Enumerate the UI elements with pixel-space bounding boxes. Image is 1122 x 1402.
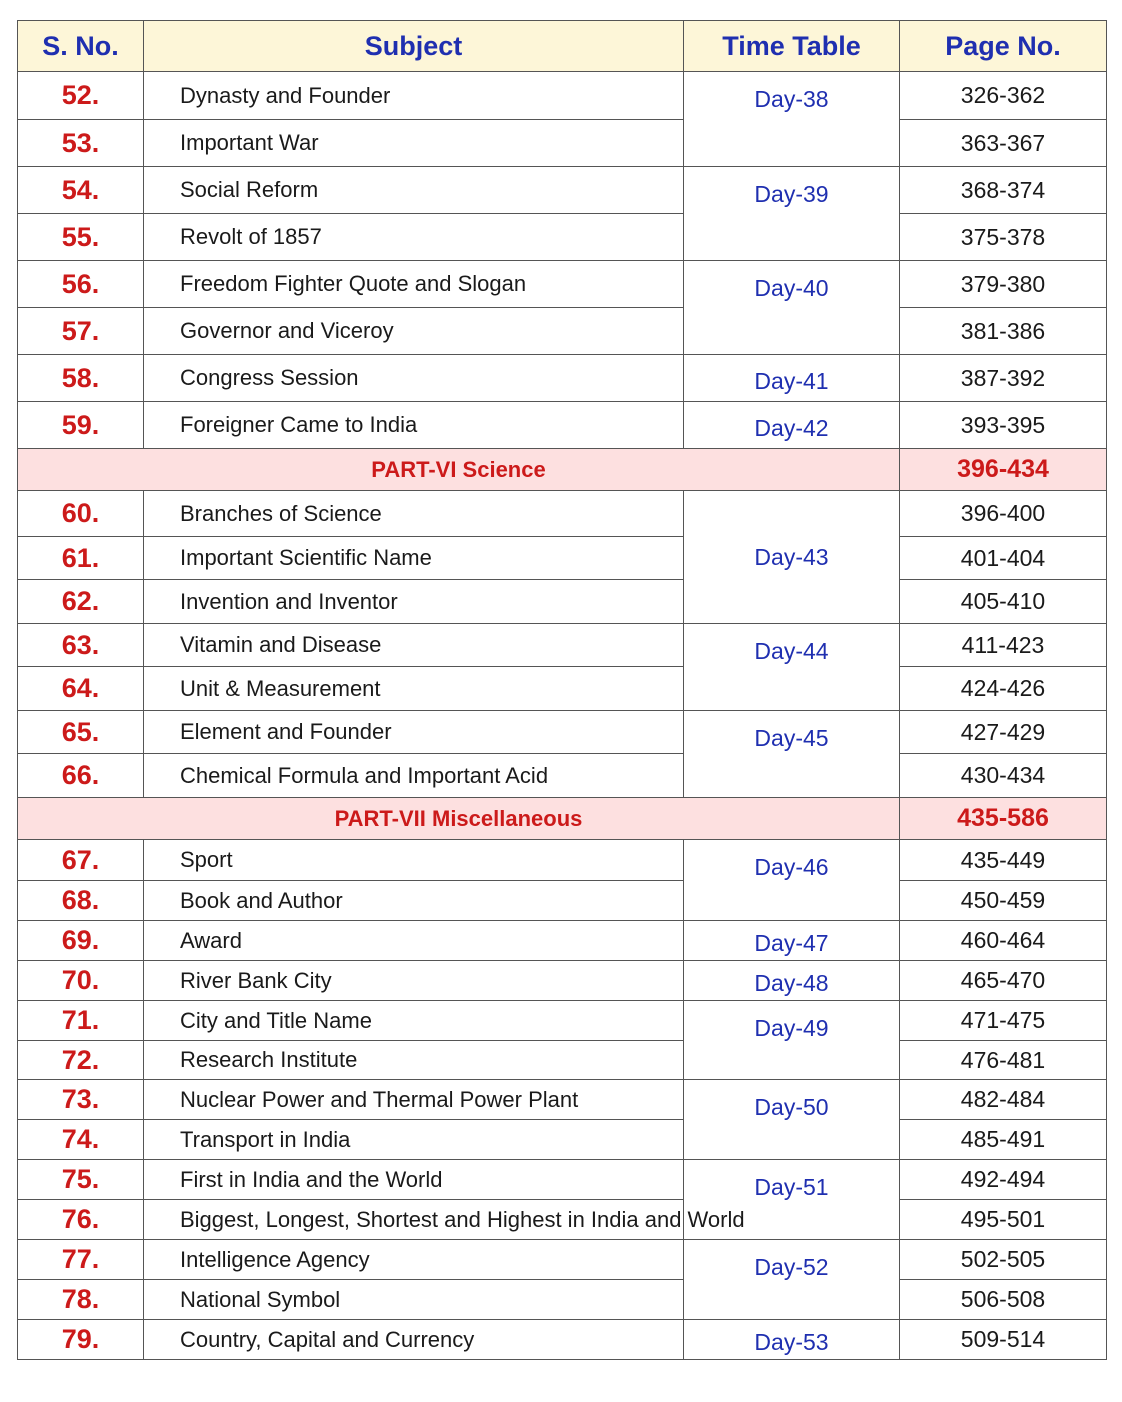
serial-number: 63. bbox=[18, 624, 144, 667]
subject-cell: Book and Author bbox=[144, 881, 684, 921]
page-range: 424-426 bbox=[900, 667, 1107, 711]
table-row bbox=[18, 961, 1107, 1001]
subject-cell: Intelligence Agency bbox=[144, 1240, 684, 1280]
subject-cell: Freedom Fighter Quote and Slogan bbox=[144, 261, 684, 308]
table-header-row bbox=[18, 21, 1107, 72]
serial-number: 71. bbox=[18, 1001, 144, 1041]
page-range: 506-508 bbox=[900, 1280, 1107, 1320]
part-title: PART-VI Science bbox=[18, 449, 900, 491]
page-range: 460-464 bbox=[900, 921, 1107, 961]
serial-number: 64. bbox=[18, 667, 144, 711]
page-range: 363-367 bbox=[900, 120, 1107, 167]
subject-cell: National Symbol bbox=[144, 1280, 684, 1320]
time-table-day: Day-53 bbox=[684, 1320, 900, 1360]
page-range: 381-386 bbox=[900, 308, 1107, 355]
table-row bbox=[18, 120, 1107, 167]
subject-cell: Important Scientific Name bbox=[144, 537, 684, 580]
time-table-day: Day-46 bbox=[684, 840, 900, 921]
table-row bbox=[18, 921, 1107, 961]
table-row bbox=[18, 261, 1107, 308]
serial-number: 78. bbox=[18, 1280, 144, 1320]
serial-number: 76. bbox=[18, 1200, 144, 1240]
table-row bbox=[18, 711, 1107, 754]
page-range: 495-501 bbox=[900, 1200, 1107, 1240]
subject-cell: Unit & Measurement bbox=[144, 667, 684, 711]
serial-number: 58. bbox=[18, 355, 144, 402]
table-row bbox=[18, 580, 1107, 624]
table-row bbox=[18, 537, 1107, 580]
serial-number: 65. bbox=[18, 711, 144, 754]
serial-number: 57. bbox=[18, 308, 144, 355]
subject-cell: Nuclear Power and Thermal Power Plant bbox=[144, 1080, 684, 1120]
header-time-table: Time Table bbox=[684, 21, 900, 72]
subject-cell: City and Title Name bbox=[144, 1001, 684, 1041]
time-table-day: Day-45 bbox=[684, 711, 900, 798]
serial-number: 55. bbox=[18, 214, 144, 261]
time-table-day: Day-51 bbox=[684, 1160, 900, 1240]
serial-number: 77. bbox=[18, 1240, 144, 1280]
page-range: 387-392 bbox=[900, 355, 1107, 402]
subject-cell: Vitamin and Disease bbox=[144, 624, 684, 667]
header-subject: Subject bbox=[144, 21, 684, 72]
page-range: 368-374 bbox=[900, 167, 1107, 214]
page-range: 509-514 bbox=[900, 1320, 1107, 1360]
serial-number: 67. bbox=[18, 840, 144, 881]
subject-cell: First in India and the World bbox=[144, 1160, 684, 1200]
time-table-day: Day-43 bbox=[684, 491, 900, 624]
table-row bbox=[18, 355, 1107, 402]
subject-cell: Governor and Viceroy bbox=[144, 308, 684, 355]
serial-number: 56. bbox=[18, 261, 144, 308]
subject-cell: Chemical Formula and Important Acid bbox=[144, 754, 684, 798]
subject-cell: Element and Founder bbox=[144, 711, 684, 754]
page-range: 326-362 bbox=[900, 72, 1107, 120]
page-range: 450-459 bbox=[900, 881, 1107, 921]
subject-cell: Country, Capital and Currency bbox=[144, 1320, 684, 1360]
serial-number: 75. bbox=[18, 1160, 144, 1200]
serial-number: 53. bbox=[18, 120, 144, 167]
time-table-day: Day-48 bbox=[684, 961, 900, 1001]
serial-number: 68. bbox=[18, 881, 144, 921]
serial-number: 74. bbox=[18, 1120, 144, 1160]
page-range: 411-423 bbox=[900, 624, 1107, 667]
subject-cell: Award bbox=[144, 921, 684, 961]
time-table-day: Day-50 bbox=[684, 1080, 900, 1160]
serial-number: 69. bbox=[18, 921, 144, 961]
part-page-range: 435-586 bbox=[900, 798, 1107, 840]
part-row bbox=[18, 798, 1107, 840]
table-row bbox=[18, 1160, 1107, 1200]
page-range: 465-470 bbox=[900, 961, 1107, 1001]
time-table-day: Day-42 bbox=[684, 402, 900, 449]
part-row bbox=[18, 449, 1107, 491]
page-range: 430-434 bbox=[900, 754, 1107, 798]
page-range: 435-449 bbox=[900, 840, 1107, 881]
table-row bbox=[18, 308, 1107, 355]
time-table-day: Day-49 bbox=[684, 1001, 900, 1080]
subject-cell: Branches of Science bbox=[144, 491, 684, 537]
page-range: 396-400 bbox=[900, 491, 1107, 537]
serial-number: 52. bbox=[18, 72, 144, 120]
part-title: PART-VII Miscellaneous bbox=[18, 798, 900, 840]
subject-cell: Dynasty and Founder bbox=[144, 72, 684, 120]
page-range: 476-481 bbox=[900, 1041, 1107, 1080]
subject-cell: Sport bbox=[144, 840, 684, 881]
serial-number: 72. bbox=[18, 1041, 144, 1080]
subject-cell: Important War bbox=[144, 120, 684, 167]
page-range: 482-484 bbox=[900, 1080, 1107, 1120]
table-row bbox=[18, 1240, 1107, 1280]
page-range: 405-410 bbox=[900, 580, 1107, 624]
table-row bbox=[18, 840, 1107, 881]
table-row bbox=[18, 72, 1107, 120]
page-range: 485-491 bbox=[900, 1120, 1107, 1160]
subject-cell: Biggest, Longest, Shortest and Highest in India and World bbox=[144, 1200, 684, 1240]
page-range: 375-378 bbox=[900, 214, 1107, 261]
table-row bbox=[18, 881, 1107, 921]
table-row bbox=[18, 1080, 1107, 1120]
table-body bbox=[18, 72, 1107, 1360]
table-row bbox=[18, 1280, 1107, 1320]
serial-number: 61. bbox=[18, 537, 144, 580]
time-table-day: Day-52 bbox=[684, 1240, 900, 1320]
subject-cell: Invention and Inventor bbox=[144, 580, 684, 624]
table-row bbox=[18, 754, 1107, 798]
page-range: 379-380 bbox=[900, 261, 1107, 308]
header-page-no: Page No. bbox=[900, 21, 1107, 72]
page-range: 471-475 bbox=[900, 1001, 1107, 1041]
table-row bbox=[18, 167, 1107, 214]
page-range: 393-395 bbox=[900, 402, 1107, 449]
page-range: 502-505 bbox=[900, 1240, 1107, 1280]
page-range: 427-429 bbox=[900, 711, 1107, 754]
table-row bbox=[18, 214, 1107, 261]
header-sno: S. No. bbox=[18, 21, 144, 72]
subject-cell: Foreigner Came to India bbox=[144, 402, 684, 449]
time-table-day: Day-38 bbox=[684, 72, 900, 167]
serial-number: 62. bbox=[18, 580, 144, 624]
table-row bbox=[18, 624, 1107, 667]
serial-number: 66. bbox=[18, 754, 144, 798]
table-row bbox=[18, 491, 1107, 537]
serial-number: 59. bbox=[18, 402, 144, 449]
serial-number: 60. bbox=[18, 491, 144, 537]
subject-cell: Revolt of 1857 bbox=[144, 214, 684, 261]
table-row bbox=[18, 1320, 1107, 1360]
subject-cell: Transport in India bbox=[144, 1120, 684, 1160]
time-table-day: Day-41 bbox=[684, 355, 900, 402]
serial-number: 70. bbox=[18, 961, 144, 1001]
time-table-day: Day-47 bbox=[684, 921, 900, 961]
time-table-day: Day-40 bbox=[684, 261, 900, 355]
page-range: 401-404 bbox=[900, 537, 1107, 580]
serial-number: 54. bbox=[18, 167, 144, 214]
table-row bbox=[18, 1001, 1107, 1041]
contents-table bbox=[17, 20, 1107, 1360]
time-table-day: Day-39 bbox=[684, 167, 900, 261]
serial-number: 79. bbox=[18, 1320, 144, 1360]
table-row bbox=[18, 1120, 1107, 1160]
subject-cell: River Bank City bbox=[144, 961, 684, 1001]
table-row bbox=[18, 402, 1107, 449]
table-row bbox=[18, 1041, 1107, 1080]
subject-cell: Research Institute bbox=[144, 1041, 684, 1080]
table-row bbox=[18, 1200, 1107, 1240]
time-table-day: Day-44 bbox=[684, 624, 900, 711]
table-row bbox=[18, 667, 1107, 711]
page-range: 492-494 bbox=[900, 1160, 1107, 1200]
subject-cell: Congress Session bbox=[144, 355, 684, 402]
subject-cell: Social Reform bbox=[144, 167, 684, 214]
part-page-range: 396-434 bbox=[900, 449, 1107, 491]
serial-number: 73. bbox=[18, 1080, 144, 1120]
